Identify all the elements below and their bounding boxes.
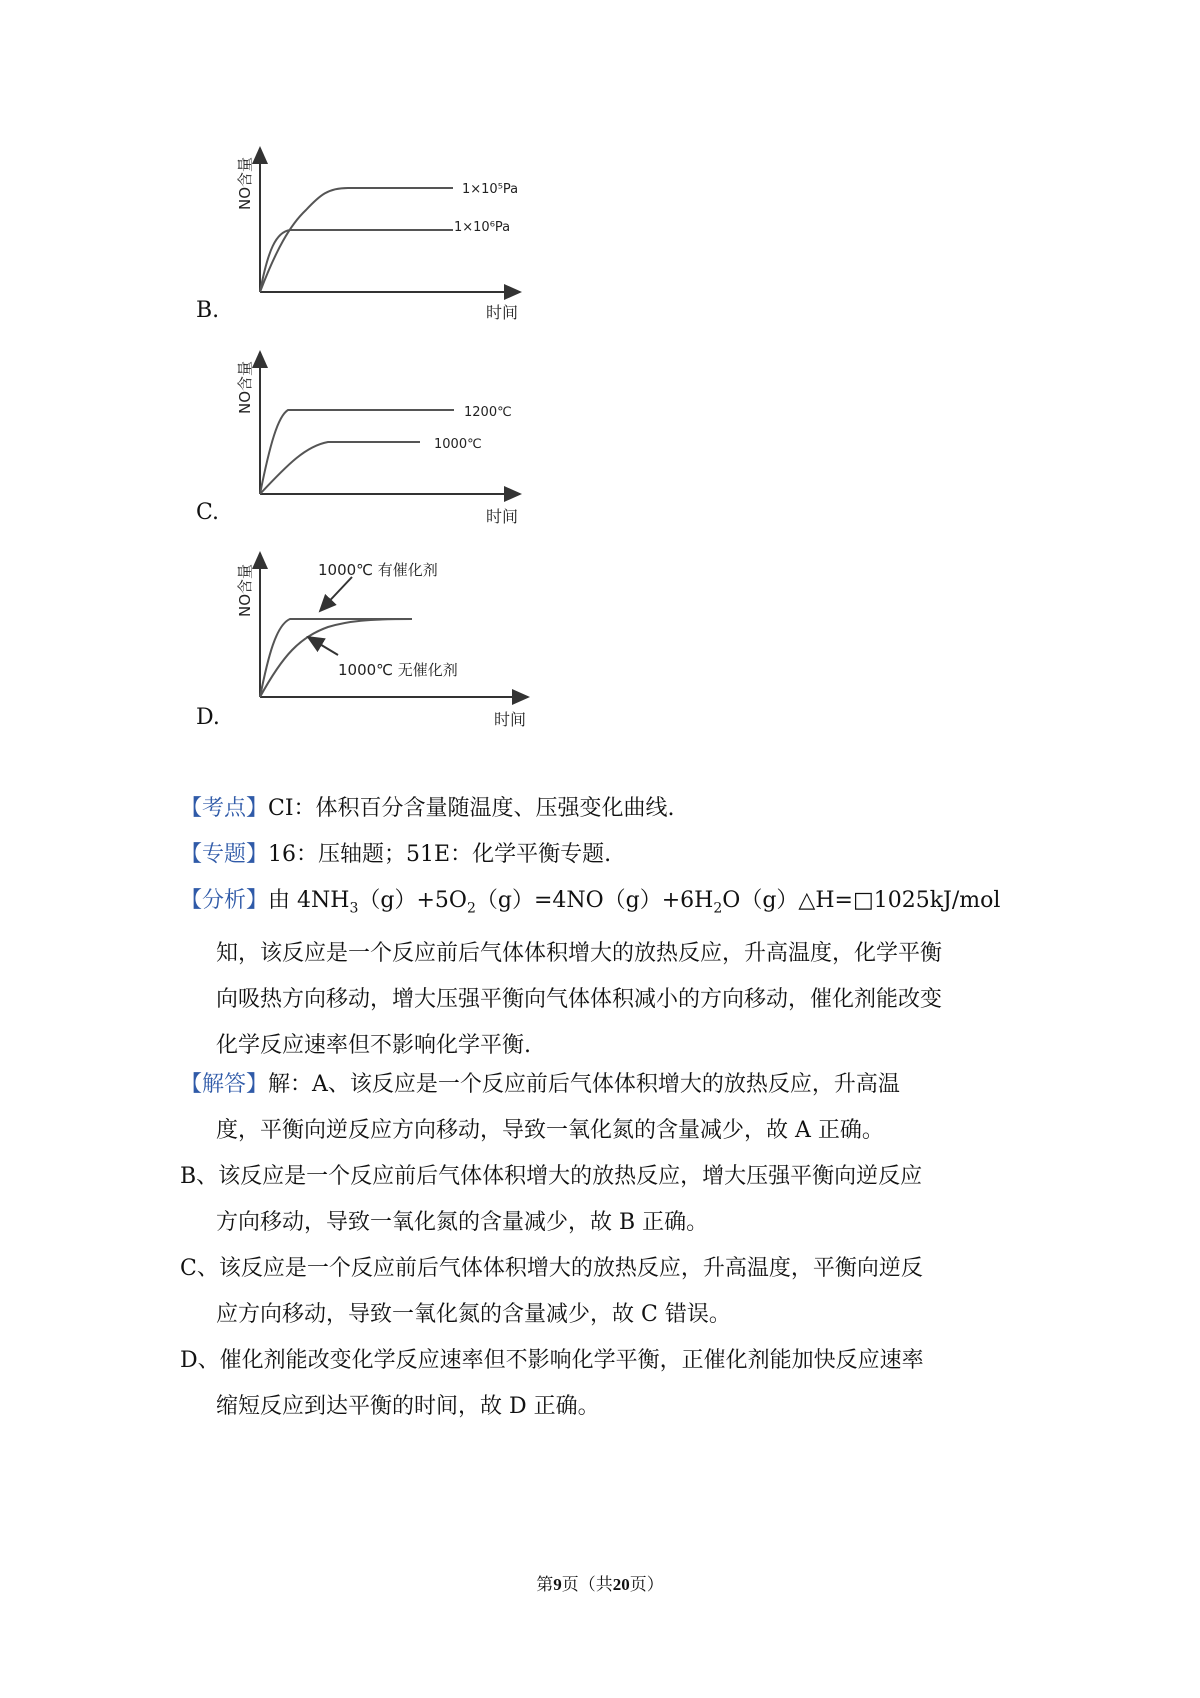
curve-1e6pa [260,230,453,292]
tag-fenxi: 【分析】 [180,888,269,913]
series-label-1000c: 1000℃ [434,437,482,452]
fenxi-line-2: 向吸热方向移动，增大压强平衡向气体体积减小的方向移动，催化剂能改变 [216,987,943,1013]
option-c-label: C. [196,500,220,525]
answer-c [180,1246,1040,1338]
series-label-1200c: 1200℃ [464,405,512,420]
tag-jieda: 【解答】 [180,1072,269,1097]
footer-mid: 页（共 [561,1575,613,1595]
section-kaodian [180,786,1040,832]
fenxi-line-3: 化学反应速率但不影响化学平衡. [216,1033,531,1059]
fenxi-eq-3: （g）=4NO（g）+6H [475,888,714,913]
footer-page-number: 9 [553,1575,562,1594]
jieda-line-2: 度，平衡向逆反应方向移动，导致一氧化氮的含量减少，故 A 正确。 [216,1118,884,1143]
tag-kaodian: 【考点】 [180,796,269,821]
curve-1200c [260,410,454,494]
fenxi-eq-4: O（g）△H=□1025kJ/mol [722,888,1001,913]
series-label-without-catalyst: 1000℃ 无催化剂 [338,661,458,679]
arrow-without-catalyst [308,637,338,655]
fenxi-sub-3: 3 [349,900,359,917]
section-fenxi [180,878,1040,1069]
kaodian-text: CI：体积百分含量随温度、压强变化曲线. [268,796,675,821]
answer-d [180,1338,1040,1430]
footer-post: 页） [629,1575,664,1595]
y-axis-label: NO含量 [236,156,254,210]
zhuanti-text: 16：压轴题；51E：化学平衡专题. [268,842,612,867]
fenxi-eq-2: （g）+5O [358,888,467,913]
fenxi-sub-2b: 2 [713,900,723,917]
footer-pre: 第 [536,1575,554,1595]
graph-d [228,545,548,740]
page-footer [0,1570,1200,1595]
graph-b [228,140,538,330]
curve-1e5pa [260,188,453,292]
curve-1000c [260,442,420,494]
fenxi-line-1: 知，该反应是一个反应前后气体体积增大的放热反应，升高温度，化学平衡 [216,941,943,967]
graph-c [228,344,538,534]
answer-c-line-2: 应方向移动，导致一氧化氮的含量减少，故 C 错误。 [216,1302,731,1327]
x-axis-label: 时间 [494,710,527,729]
section-zhuanti [180,832,1040,878]
answer-c-line-1: C、该反应是一个反应前后气体体积增大的放热反应，升高温度，平衡向逆反 [180,1256,923,1281]
curve-without-catalyst [260,619,412,697]
x-axis-label: 时间 [486,507,519,526]
arrow-with-catalyst [320,577,352,611]
series-label-with-catalyst: 1000℃ 有催化剂 [318,561,438,579]
fenxi-sub-2a: 2 [466,900,476,917]
y-axis-label: NO含量 [236,360,254,414]
answer-d-line-2: 缩短反应到达平衡的时间，故 D 正确。 [216,1394,600,1419]
x-axis-label: 时间 [486,303,519,322]
series-label-1e6pa: 1×10⁶Pa [454,220,511,235]
curve-with-catalyst [260,619,412,697]
footer-total-pages: 20 [612,1575,630,1594]
y-axis-label: NO含量 [236,563,254,617]
section-jieda [180,1062,1040,1154]
answer-b-line-2: 方向移动，导致一氧化氮的含量减少，故 B 正确。 [216,1210,709,1235]
tag-zhuanti: 【专题】 [180,842,269,867]
fenxi-eq-1: 由 4NH [268,888,350,913]
jieda-line-1: 解：A、该反应是一个反应前后气体体积增大的放热反应，升高温 [268,1072,900,1097]
answer-b-line-1: B、该反应是一个反应前后气体体积增大的放热反应，增大压强平衡向逆反应 [180,1164,923,1189]
option-d-label: D. [196,705,220,730]
answer-b [180,1154,1040,1246]
answer-d-line-1: D、催化剂能改变化学反应速率但不影响化学平衡，正催化剂能加快反应速率 [180,1348,924,1373]
series-label-1e5pa: 1×10⁵Pa [462,182,519,197]
option-b-label: B. [196,298,220,323]
